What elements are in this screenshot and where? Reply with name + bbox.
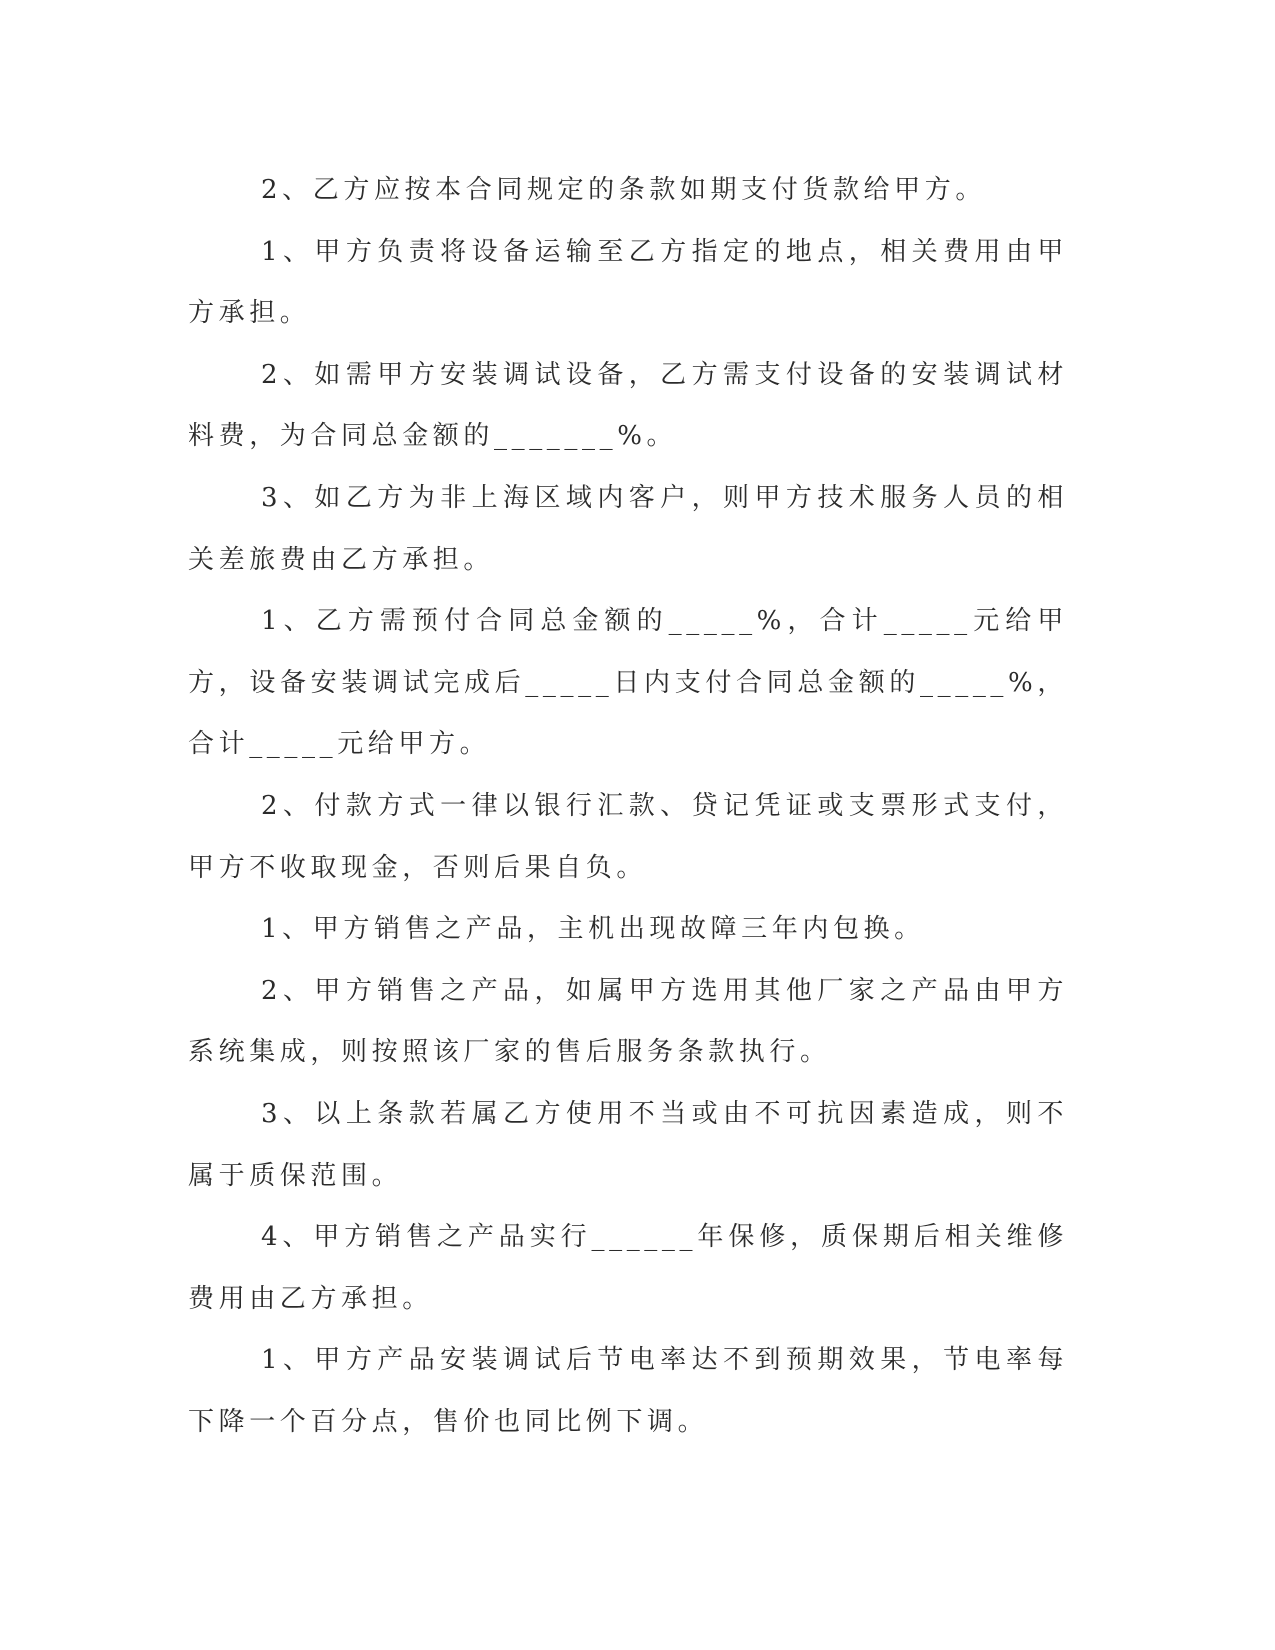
paragraph: 4、甲方销售之产品实行______年保修，质保期后相关维修费用由乙方承担。 — [188, 1222, 1068, 1314]
paragraph: 3、以上条款若属乙方使用不当或由不可抗因素造成，则不属于质保范围。 — [188, 1098, 1068, 1191]
paragraph: 1、乙方需预付合同总金额的_____%，合计_____元给甲方，设备安装调试完成后_____日内支付合同总金额的_____%，合计_____元给甲方。 — [188, 606, 1068, 760]
paragraph: 1、甲方销售之产品，主机出现故障三年内包换。 — [261, 914, 925, 945]
document-body — [188, 160, 1068, 1453]
paragraph: 2、如需甲方安装调试设备，乙方需支付设备的安装调试材料费，为合同总金额的_______%。 — [188, 359, 1068, 452]
paragraph: 2、付款方式一律以银行汇款、贷记凭证或支票形式支付，甲方不收取现金，否则后果自负。 — [188, 790, 1068, 883]
paragraph: 3、如乙方为非上海区域内客户，则甲方技术服务人员的相关差旅费由乙方承担。 — [188, 482, 1068, 575]
paragraph: 1、甲方产品安装调试后节电率达不到预期效果，节电率每下降一个百分点，售价也同比例下调。 — [188, 1345, 1068, 1437]
paragraph: 2、乙方应按本合同规定的条款如期支付货款给甲方。 — [261, 175, 986, 205]
paragraph: 2、甲方销售之产品，如属甲方选用其他厂家之产品由甲方系统集成，则按照该厂家的售后服务条款执行。 — [188, 975, 1068, 1068]
paragraph: 1、甲方负责将设备运输至乙方指定的地点，相关费用由甲方承担。 — [188, 236, 1068, 329]
